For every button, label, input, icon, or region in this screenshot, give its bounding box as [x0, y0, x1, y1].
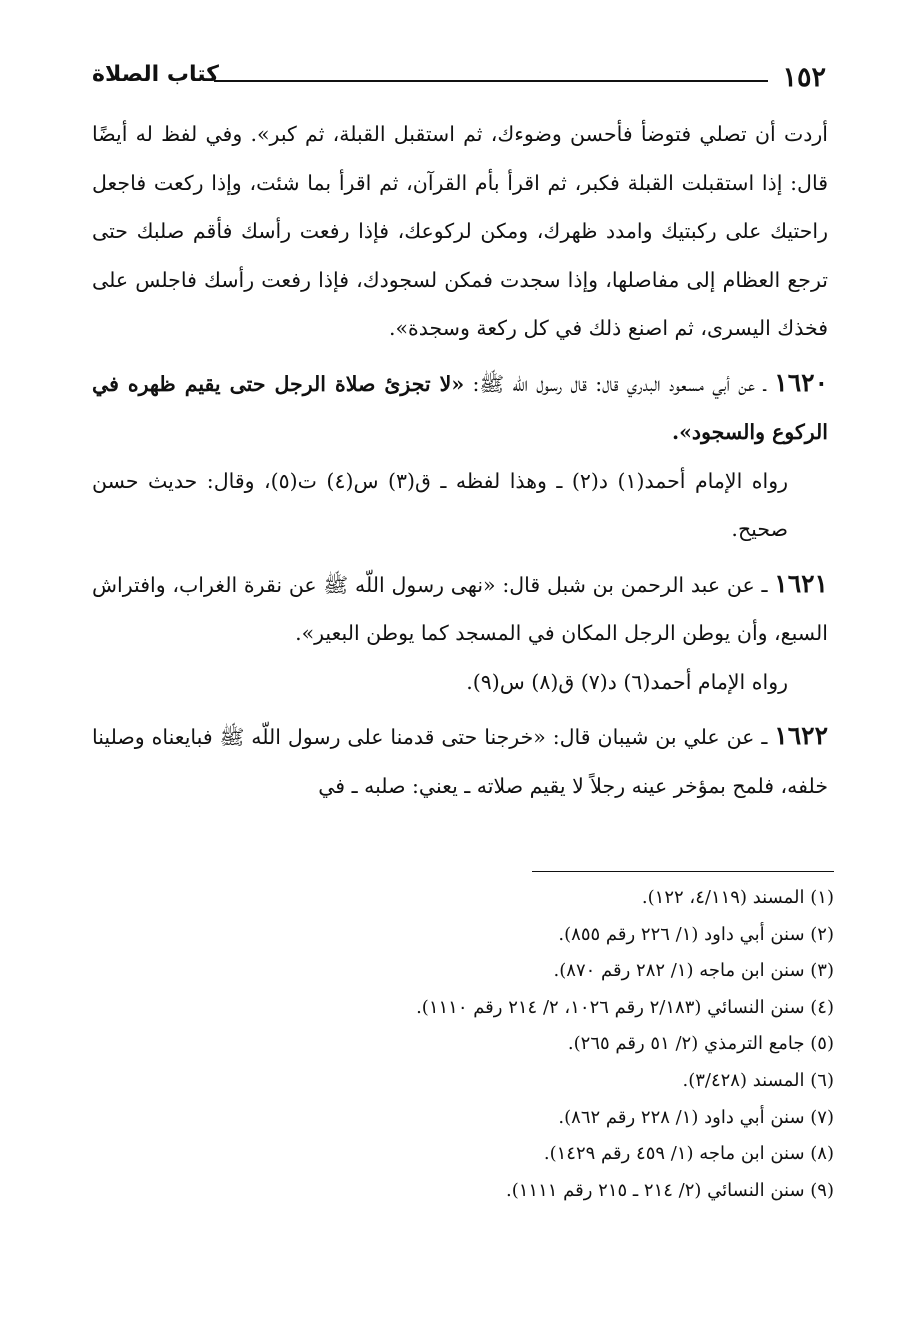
footnotes — [194, 880, 834, 1209]
running-header — [92, 58, 826, 98]
hadith-1621 — [92, 560, 828, 658]
footnote: (٨) سنن ابن ماجه (١/ ٤٥٩ رقم ١٤٢٩). — [543, 1143, 834, 1165]
page-number: ١٥٢ — [782, 62, 826, 93]
header-rule — [214, 80, 768, 82]
book-title: كتاب الصلاة — [92, 62, 219, 87]
hadith-number: ١٦٢١ — [774, 568, 828, 598]
footnote: (٩) سنن النسائي (٢/ ٢١٤ ـ ٢١٥ رقم ١١١١). — [506, 1179, 834, 1201]
hadith-number: ١٦٢٢ — [774, 721, 828, 750]
hadith-1622 — [92, 712, 828, 810]
hadith-1620 — [92, 359, 828, 457]
footnote: (٦) المسند (٣/٤٢٨). — [682, 1069, 834, 1091]
footnote-separator — [532, 871, 834, 872]
riwaya-1621: رواه الإمام أحمد(٦) د(٧) ق(٨) س(٩). — [466, 669, 788, 694]
hadith-intro: ـ عن عبد الرحمن بن شبل قال: «نهى رسول اللّه ﷺ عن نقرة الغراب، وافتراش السبع، وأن يوطن الرجل المكان في المسجد كما يوطن البعير». — [92, 572, 828, 645]
hadith-matn: «لا تجزئ صلاة الرجل حتى يقيم ظهره في الركوع والسجود». — [92, 371, 828, 444]
hadith-intro: ـ عن أبي مسعود البدري قال: قال رسول اللّه ﷺ: — [464, 371, 766, 396]
footnote: (٢) سنن أبي داود (١/ ٢٢٦ رقم ٨٥٥). — [558, 923, 834, 945]
riwaya-1620: رواه الإمام أحمد(١) د(٢) ـ وهذا لفظه ـ ق(٣) س(٤) ت(٥)، وقال: حديث حسن صحيح. — [92, 468, 788, 541]
footnote: (٣) سنن ابن ماجه (١/ ٢٨٢ رقم ٨٧٠). — [553, 960, 834, 982]
main-text — [92, 110, 828, 810]
hadith-number: ١٦٢٠ — [774, 367, 828, 397]
footnote: (١) المسند (٤/١١٩، ١٢٢). — [641, 887, 834, 908]
paragraph-continuation: أردت أن تصلي فتوضأ فأحسن وضوءك، ثم استقبل القبلة، ثم كبر». وفي لفظ له أيضًا قال: إذا استقبلت القبلة فكبر، ثم اقرأ بأم القرآن، ثم اقرأ بما شئت، وإذا ركعت فاجعل راحتيك على ركبتيك وامدد ظهرك، ومكن لركوعك، فإذا رفعت رأسك فأقم صلبك حتى ترجع العظام إلى مفاصلها، وإذا سجدت فمكن لسجودك، فإذا رفعت رأسك فاجلس على فخذك اليسرى، ثم اصنع ذلك في كل ركعة وسجدة». — [92, 122, 828, 340]
footnote: (٧) سنن أبي داود (١/ ٢٢٨ رقم ٨٦٢). — [558, 1106, 834, 1128]
hadith-intro: ـ عن علي بن شيبان قال: «خرجنا حتى قدمنا على رسول اللّه ﷺ فبايعناه وصلينا خلفه، فلمح بمؤخر عينه رجلاً لا يقيم صلاته ـ يعني: صلبه ـ في — [92, 725, 828, 798]
footnote: (٤) سنن النسائي (٢/١٨٣ رقم ١٠٢٦، ٢/ ٢١٤ رقم ١١١٠). — [416, 996, 834, 1018]
footnote: (٥) جامع الترمذي (٢/ ٥١ رقم ٢٦٥). — [567, 1033, 834, 1055]
